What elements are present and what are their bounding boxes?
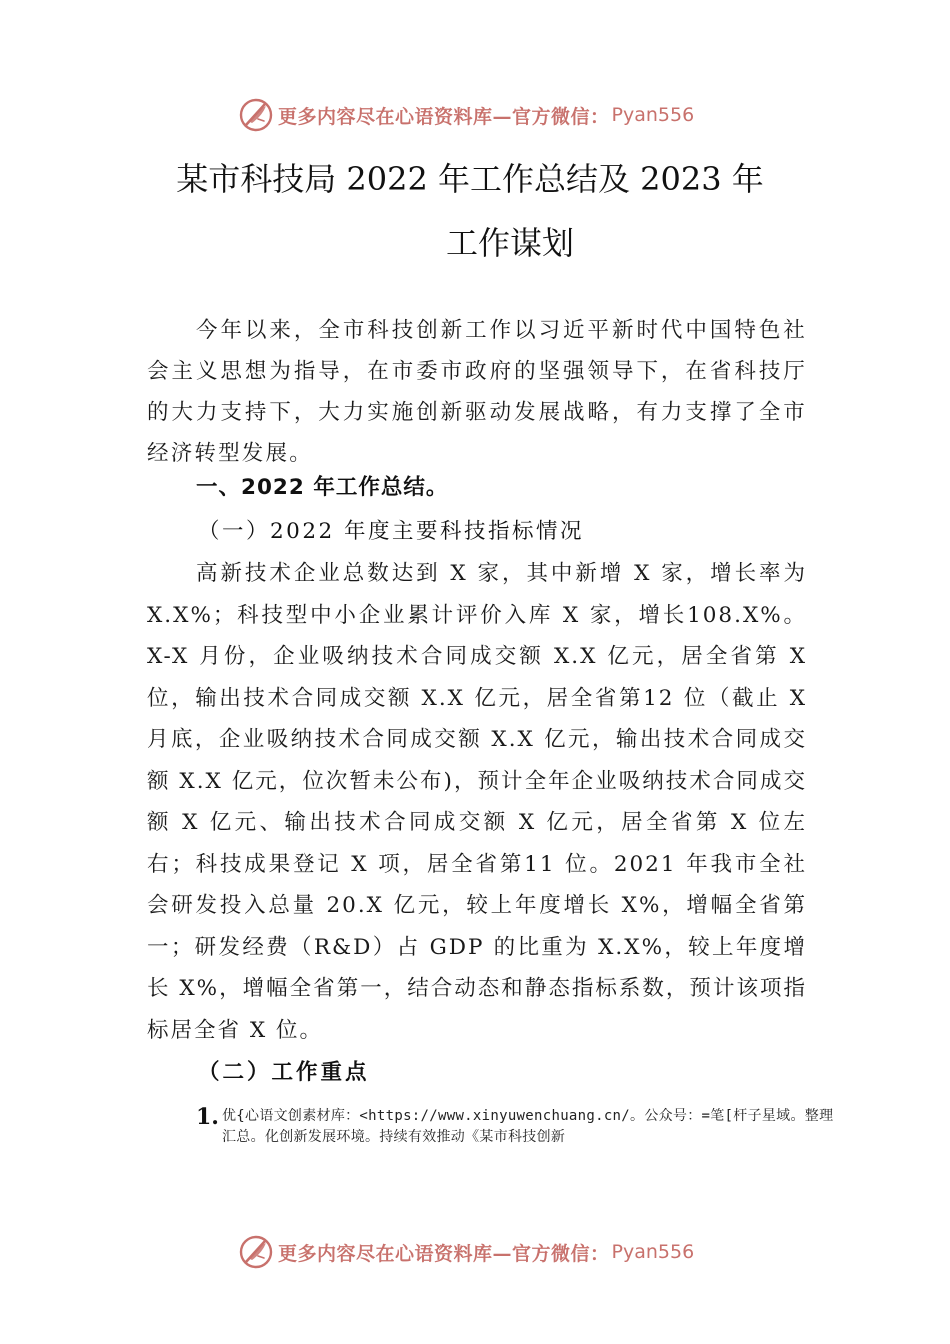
quill-seal-icon bbox=[238, 97, 274, 133]
document-title-line2: 工作谋划 bbox=[445, 224, 574, 262]
document-title-line1: 某市科技局 2022 年工作总结及 2023 年 bbox=[176, 160, 764, 198]
footer-watermark bbox=[238, 1232, 694, 1272]
list-item-text: 优{心语文创素材库：<https://www.xinyuwenchuang.cn/。公众号：=笔[杆子星域。整理汇总。化创新发展环境。持续有效推动《某市科技创新 bbox=[222, 1108, 834, 1145]
watermark-text: 更多内容尽在心语资料库—官方微信： bbox=[278, 1242, 610, 1265]
section-heading-1: 一、2022 年工作总结。 bbox=[196, 475, 449, 500]
list-item bbox=[196, 1103, 846, 1148]
intro-paragraph: 今年以来，全市科技创新工作以习近平新时代中国特色社会主义思想为指导，在市委市政府的坚强领导下，在省科技厅的大力支持下，大力实施创新驱动发展战略，有力支撑了全市经济转型发展。 bbox=[147, 318, 807, 466]
list-item-number: 1. bbox=[196, 1104, 219, 1130]
watermark-text: 更多内容尽在心语资料库—官方微信： bbox=[278, 105, 610, 128]
subsection-heading-1: （一）2022 年度主要科技指标情况 bbox=[198, 519, 585, 544]
subsection-heading-2: （二）工作重点 bbox=[198, 1060, 370, 1085]
quill-seal-icon bbox=[238, 1234, 274, 1270]
watermark-wechat-id: Pyan556 bbox=[611, 104, 695, 126]
subsection-1-body: 高新技术企业总数达到 X 家，其中新增 X 家，增长率为 X.X%；科技型中小企业累计评价入库 X 家，增长108.X%。X-X 月份，企业吸纳技术合同成交额 X.X 亿元，居全省第 X 位，输出技术合同成交额 X.X 亿元，居全省第12 位（截止 X 月底，企业吸纳技术合同成交额 X.X 亿元，输出技术合同成交额 X.X 亿元，位次暂未公布)，预计全年企业吸纳技术合同成交额 X 亿元、输出技术合同成交额 X 亿元，居全省第 X 位左右；科技成果登记 X 项，居全省第11 位。2021 年我市全社会研发投入总量 20.X 亿元，较上年度增长 X%，增幅全省第一；研发经费（R&D）占 GDP 的比重为 X.X%，较上年度增长 X%，增幅全省第一，结合动态和静态指标系数，预计该项指标居全省 X 位。 bbox=[147, 561, 807, 1043]
watermark-wechat-id: Pyan556 bbox=[611, 1241, 695, 1263]
header-watermark bbox=[238, 95, 694, 135]
